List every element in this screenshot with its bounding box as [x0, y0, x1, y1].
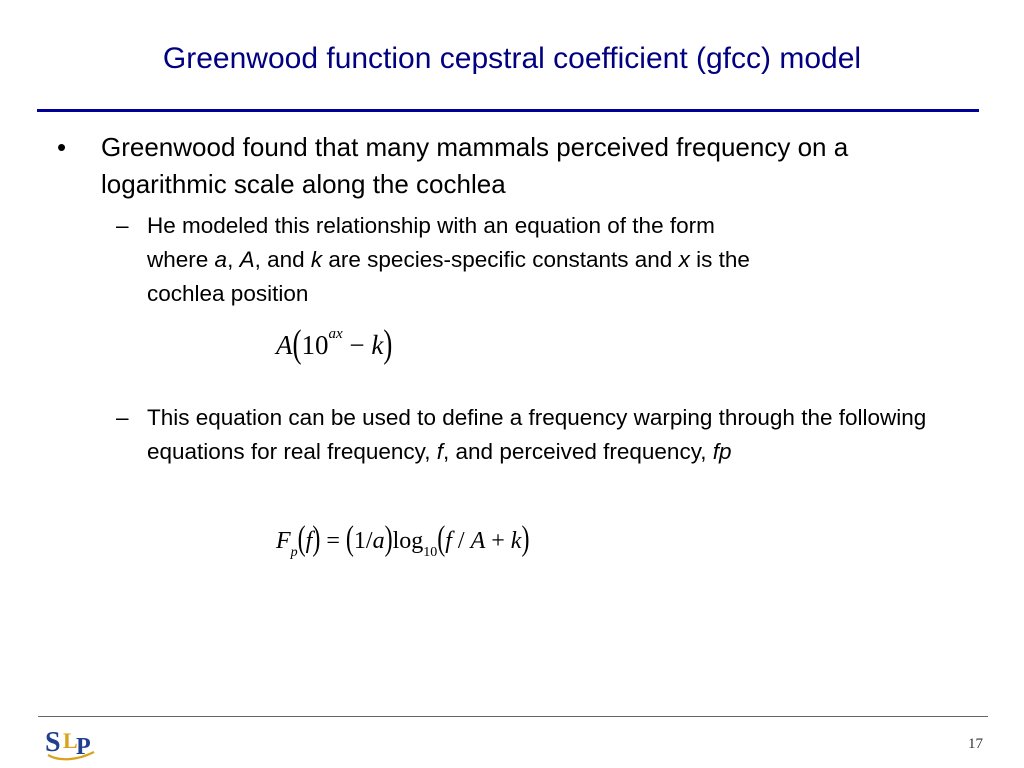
sub-bullet-text: This equation can be used to define a frequency warping through the following equations for real frequency, f, and perceived frequency, fp — [147, 405, 927, 464]
var-a: a — [214, 247, 228, 272]
title-divider — [37, 109, 979, 112]
slide-title: Greenwood function cepstral coefficient (gfcc) model — [162, 42, 862, 75]
svg-text:P: P — [76, 734, 91, 760]
sub-line-1: He modeled this relationship with an equation of the form — [147, 213, 715, 238]
bullet-text: Greenwood found that many mammals perceived frequency on a logarithmic scale along the cochlea — [101, 132, 849, 199]
greenwood-equation: $A(10^{ax} - k)$ — [276, 321, 393, 366]
dash-marker: – — [116, 405, 129, 430]
slp-logo — [42, 722, 98, 762]
sub-line-3: cochlea position — [147, 281, 309, 306]
svg-text:S: S — [45, 727, 61, 758]
var-k: k — [310, 247, 323, 272]
var-f: f — [436, 439, 444, 464]
svg-text:L: L — [63, 728, 78, 753]
var-A: A — [239, 247, 255, 272]
var-fp: fp — [712, 439, 732, 464]
warping-equation: $F_p(f) = (1/a)\log_{10}(f / A + k)$ — [276, 520, 530, 560]
sub-line-2: where a, A, and k are species-specific constants and x is the — [147, 247, 750, 272]
page-number: 17 — [968, 736, 983, 752]
bullet-marker: • — [57, 132, 67, 162]
dash-marker: – — [116, 213, 129, 238]
footer-divider — [38, 716, 988, 717]
sub-bullet-text — [147, 209, 977, 311]
var-x: x — [678, 247, 690, 272]
